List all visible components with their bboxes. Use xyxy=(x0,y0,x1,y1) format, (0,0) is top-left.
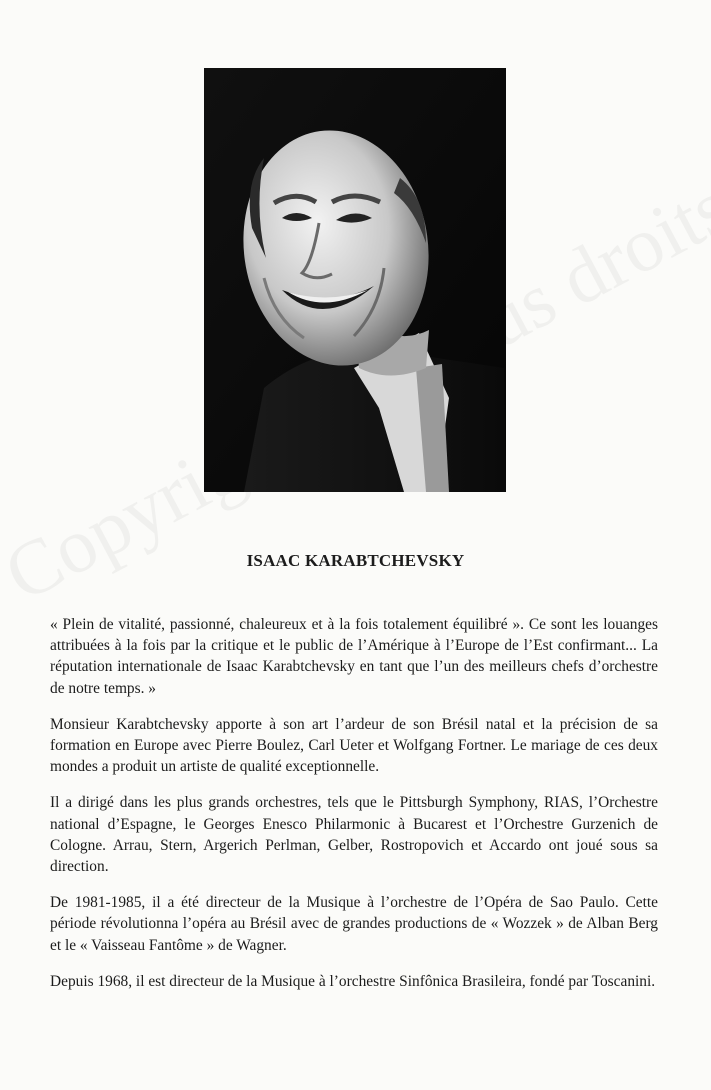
conductor-name-heading: ISAAC KARABTCHEVSKY xyxy=(246,551,465,570)
biography-paragraph: Depuis 1968, il est directeur de la Musique à l’orchestre Sinfônica Brasileira, fondé par Toscanini. xyxy=(50,972,656,990)
biography-paragraph: De 1981-1985, il a été directeur de la Musique à l’orchestre de l’Opéra de Sao Paulo. Cette période révolutionna l’opéra au Brésil avec de grandes productions de « Wozzek » de Alban Berg et le « Vaisseau Fantôme » de Wagner. xyxy=(50,894,658,954)
portrait-illustration xyxy=(204,68,506,492)
biography-paragraph: Monsieur Karabtchevsky apporte à son art l’ardeur de son Brésil natal et la précision de sa formation en Europe avec Pierre Boulez, Carl Ueter et Wolfgang Fortner. Le mariage de ces deux mondes a produit un artiste de qualité exceptionnelle. xyxy=(50,715,658,776)
biography-text xyxy=(50,614,658,1007)
portrait-photo xyxy=(204,68,506,492)
biography-paragraph: Il a dirigé dans les plus grands orchestres, tels que le Pittsburgh Symphony, RIAS, l’Orchestre national d’Espagne, le Georges Enesco Philarmonic à Bucarest et l’Orchestre Gurzenich de Cologne. Arrau, Stern, Argerich Perlman, Gelber, Rostropovich et Accardo ont joué sous sa direction. xyxy=(50,794,658,876)
biography-paragraph: « Plein de vitalité, passionné, chaleureux et à la fois totalement équilibré ». Ce sont les louanges attribuées à la fois par la critique et le public de l’Amérique à l’Europe de l’Est confirmant... La réputation internationale de Isaac Karabtchevsky en tant que l’un des meilleurs chefs d’orchestre de notre temps. » xyxy=(50,616,658,697)
